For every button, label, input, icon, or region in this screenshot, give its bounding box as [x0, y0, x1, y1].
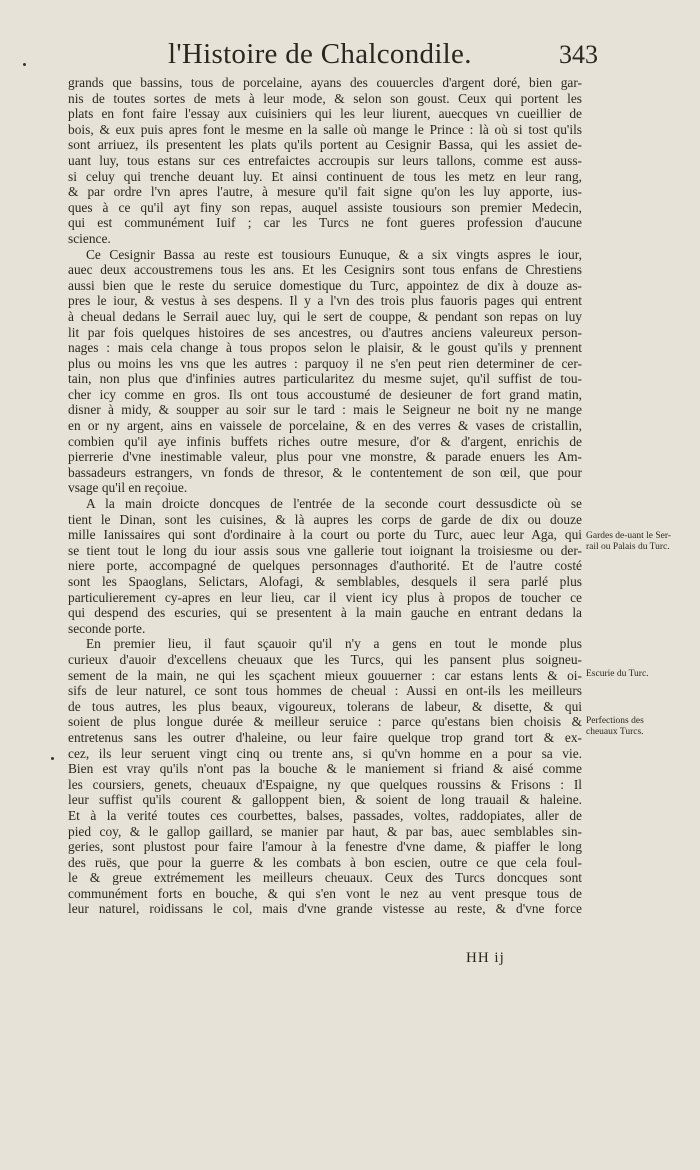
text-line: des ruës, que pour la guerre & les combats à bon escien, outre ce que cela foul- — [68, 854, 582, 870]
text-line: tain, non plus que d'infinies autres particularitez du mesme sujet, qu'il suffist de tou- — [68, 371, 582, 387]
paragraph-start: En premier lieu, il faut sçauoir qu'il n'y a gens en tout le monde plus — [86, 636, 582, 652]
text-line: aussi bien que le reste du seruice domestique du Turc, appointez de dix à douze as- — [68, 277, 582, 293]
text-line: ques à ce qu'il ayt finy son repas, auquel assiste tousiours son premier Medecin, — [68, 199, 582, 215]
text-line: se tient tout le long du iour assis sous vne gallerie tout ioignant la troisiesme ou der- — [68, 542, 582, 558]
text-line: seconde porte. — [68, 620, 146, 636]
text-line: sement de la main, ne qui les sçachent mieux gouuerner : car estans lents & oi- — [68, 667, 582, 683]
text-line: & par ordre l'vn apres l'autre, à mesure qu'il fait signe qu'on les luy apporte, ius- — [68, 184, 582, 200]
text-line: leur suffist qu'ils courent & galloppent bien, & soient de long trauail & haleine. — [68, 792, 582, 808]
text-line: science. — [68, 230, 111, 246]
margin-note-guards: Gardes de-uant le Ser-rail ou Palais du Turc. — [586, 531, 672, 552]
text-line: combien qu'il aye infinis buffets riches outre mesure, d'or & d'argent, enrichis de — [68, 433, 582, 449]
text-line: bois, & eux puis apres font le mesme en la salle où mange le Prince : là où si tost qu'ils — [68, 121, 582, 137]
text-line: qui est communément Iuif ; car les Turcs ne font gueres profession d'aucune — [68, 215, 582, 231]
text-line: mille Ianissaires qui sont d'ordinaire à la court ou porte du Turc, auec leur Aga, qui — [68, 527, 582, 543]
text-line: leur naturel, roidissans le col, mais d'vne grande vistesse au reste, & d'vne force — [68, 901, 582, 917]
text-line: vsage qu'il en reçoiue. — [68, 480, 188, 496]
text-line: niere porte, accompagné de quelques personnages d'authorité. Et de l'autre costé — [68, 558, 582, 574]
text-line: pres le iour, & vestus à ses despens. Il y a l'vn des trois plus fauoris pages qui entrent — [68, 293, 582, 309]
paragraph-start: A la main droicte doncques de l'entrée de la seconde court dessusdicte où se — [86, 496, 582, 512]
text-line: sifs de leur naturel, ce sont tous hommes de cheual : Aussi en ont-ils les meilleurs — [68, 683, 582, 699]
text-line: si celuy qui trenche deuant luy. Et ainsi continuent de tous les metz en leur rang, — [68, 168, 582, 184]
text-line: cher icy comme en gros. Ils ont tous accoustumé de desieuner de fort grand matin, — [68, 386, 582, 402]
text-line: pierrerie d'vne inestimable valeur, plus pour vne monstre, & parade enuers les Am- — [68, 449, 582, 465]
text-line: communément forts en bouche, & qui s'en vont le nez au vent presque tous de — [68, 885, 582, 901]
text-line: Et à la verité toutes ces courbettes, balses, passades, voltes, raddopiates, aller de — [68, 807, 582, 823]
paragraph-start: Ce Cesignir Bassa au reste est tousiours Eunuque, & a six vingts aspres le iour, — [86, 246, 582, 262]
text-line: cez, ils leur seruent vingt cinq ou trente ans, si qu'vn homme en a pour sa vie. — [68, 745, 582, 761]
ink-speck — [23, 63, 26, 66]
text-line: sont les Spaoglans, Selictars, Alofagi, & semblables, desquels il sera parlé plus — [68, 574, 582, 589]
running-header — [68, 38, 598, 78]
text-line: le & greue extrémement les meilleurs cheuaux. Ceux des Turcs doncques sont — [68, 870, 582, 886]
text-line: disner à midy, & soupper au soir sur le tard : mais le Seigneur ne boit ny ne mange — [68, 402, 582, 418]
text-line: lit par fois quelques histoires de ses ancestres, ou d'autres anciens valeureux person- — [68, 324, 582, 340]
text-line: uant luy, tous estans sur ces entrefaictes accroupis sur leurs tallons, comme est auss- — [68, 152, 582, 168]
text-line: auec deux accoustremens tous les ans. Et les Cesignirs sont tous enfans de Chrestiens — [68, 262, 582, 278]
body-text — [68, 75, 582, 917]
text-line: curieux d'auoir d'excellens cheuaux que les Turcs, qui les pansent plus soigneu- — [68, 651, 582, 667]
text-line: tient le Dinan, sont les cuisines, & là aupres les corps de garde de dix ou douze — [68, 511, 582, 527]
text-line: Bien est vray qu'ils n'ont pas la bouche & le maniement si friand & aisé comme — [68, 761, 582, 777]
text-line: à cheual dedans le Serrail auec luy, qui le sert de couppe, & pendant son repas on luy — [68, 308, 582, 324]
text-line: nis de toutes sortes de mets à leur mode, & selon son goust. Ceux qui portent les — [68, 90, 582, 106]
text-line: soient de plus longue durée & meilleur seruice : parce qu'estans bien choisis & — [68, 714, 582, 730]
ink-speck — [51, 757, 54, 760]
text-line: de tous autres, les plus beaux, vigoureux, tolerans de labeur, & disette, & qui — [68, 698, 582, 714]
text-line: qui despend des escuries, qui se presentent à la main gauche en entrant dedans la — [68, 605, 582, 621]
text-line: nages : mais cela change à tous propos selon le plaisir, & le goust qu'ils y prennent — [68, 340, 582, 356]
signature-mark: HH ij — [466, 950, 505, 966]
text-line: pied coy, & le gallop gaillard, se manier par haut, & par bas, auec semblables sin- — [68, 823, 582, 839]
text-line: les coursiers, genets, cheuaux d'Espaigne, ny que quelques roussins & Frisons : Il — [68, 776, 582, 792]
text-line: entretenus sans les outrer d'haleine, ou leur faire quelque trop grand tort & ex- — [68, 729, 582, 745]
text-line: geries, sont plustost pour faire l'amour à la fenestre d'vne dame, & piaffer le long — [68, 839, 582, 855]
text-line: bassadeurs estrangers, vn fonds de thresor, & le contentement de son œil, que pour — [68, 464, 582, 480]
text-line: plus ou moins les vns que les autres : parquoy il ne s'en peut rien determiner de cer- — [68, 355, 582, 371]
text-line: sont arriuez, ils presentent les plats qu'ils portent au Cesignir Bassa, qui les assiet de- — [68, 137, 582, 153]
text-line: particulierement cy-apres en leur lieu, car il vient icy plus à propos de toucher ce — [68, 589, 582, 605]
running-title: l'Histoire de Chalcondile. — [168, 38, 472, 70]
text-line: en or ny argent, ains en vaissele de porcelaine, & en des verres & vases de cristallin, — [68, 418, 582, 434]
text-line: grands que bassins, tous de porcelaine, ayans des couuercles d'argent doré, bien gar- — [68, 75, 582, 90]
margin-note-stables: Escurie du Turc. — [586, 669, 649, 679]
page-number: 343 — [559, 40, 598, 69]
text-line: plats en font faire l'essay aux cuisiniers qui les leur liurent, auecques vn cueillier de — [68, 106, 582, 122]
margin-note-horses: Perfections des cheuaux Turcs. — [586, 716, 644, 737]
